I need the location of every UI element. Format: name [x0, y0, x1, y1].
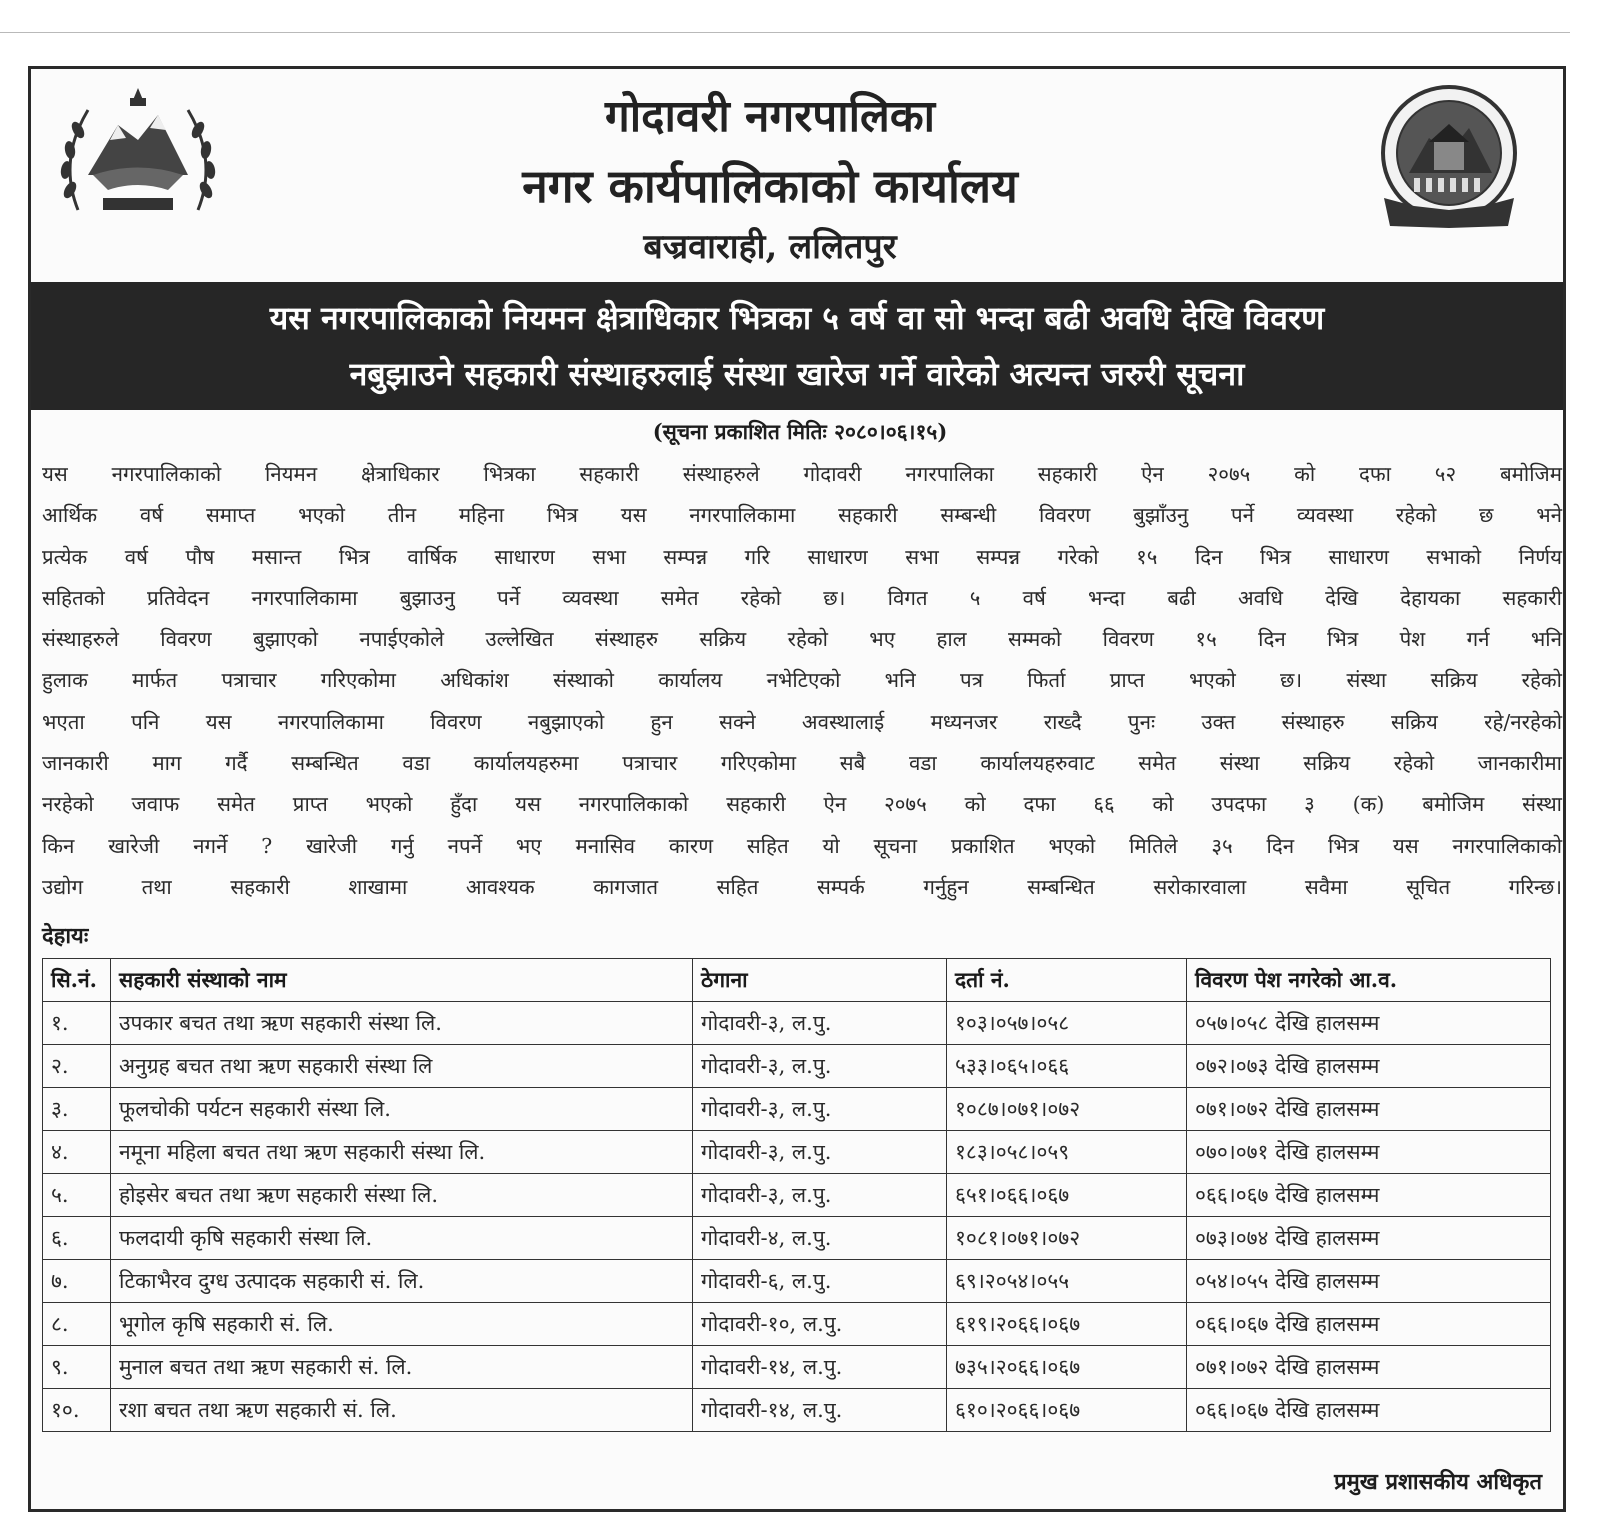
- cell-period: ०६६।०६७ देखि हालसम्म: [1187, 1303, 1551, 1346]
- top-rule: [0, 32, 1570, 33]
- cell-address: गोदावरी-१४, ल.पु.: [693, 1346, 947, 1389]
- cell-address: गोदावरी-१४, ल.पु.: [693, 1389, 947, 1432]
- cell-name: फूलचोकी पर्यटन सहकारी संस्था लि.: [111, 1088, 693, 1131]
- signatory-title: प्रमुख प्रशासकीय अधिकृत: [1334, 1469, 1542, 1495]
- municipality-name: गोदावरी नगरपालिका: [604, 91, 936, 142]
- cell-address: गोदावरी-३, ल.पु.: [693, 1045, 947, 1088]
- list-label: देहायः: [42, 923, 89, 949]
- cell-address: गोदावरी-६, ल.पु.: [693, 1260, 947, 1303]
- cell-serial: ६.: [43, 1217, 111, 1260]
- cell-name: रशा बचत तथा ऋण सहकारी सं. लि.: [111, 1389, 693, 1432]
- table-row: [43, 1002, 1551, 1045]
- cell-name: होइसेर बचत तथा ऋण सहकारी संस्था लि.: [111, 1174, 693, 1217]
- cell-period: ०७१।०७२ देखि हालसम्म: [1187, 1088, 1551, 1131]
- cell-period: ०७२।०७३ देखि हालसम्म: [1187, 1045, 1551, 1088]
- cell-registration: १०३।०५७।०५८: [947, 1002, 1187, 1045]
- nepal-emblem-icon: [48, 80, 228, 244]
- table-header-row: [43, 959, 1551, 1002]
- table-row: [43, 1045, 1551, 1088]
- notice-body: [42, 454, 1562, 908]
- cell-serial: ४.: [43, 1131, 111, 1174]
- notice-body-line: उद्योग तथा सहकारी शाखामा आवश्यक कागजात सहित सम्पर्क गर्नुहुन सम्बन्धित सरोकारवाला सवैमा सूचित गरिन्छ।: [42, 874, 1562, 899]
- cell-address: गोदावरी-३, ल.पु.: [693, 1131, 947, 1174]
- cell-period: ०६६।०६७ देखि हालसम्म: [1187, 1389, 1551, 1432]
- cell-address: गोदावरी-३, ल.पु.: [693, 1088, 947, 1131]
- notice-body-line: भएता पनि यस नगरपालिकामा विवरण नबुझाएको हुन सक्ने अवस्थालाई मध्यनजर राख्दै पुनः उक्त संस्थाहरु सक्रिय रहे/नरहेको: [42, 709, 1562, 734]
- cell-name: मुनाल बचत तथा ऋण सहकारी सं. लि.: [111, 1346, 693, 1389]
- cell-name: नमूना महिला बचत तथा ऋण सहकारी संस्था लि.: [111, 1131, 693, 1174]
- cell-registration: ६५१।०६६।०६७: [947, 1174, 1187, 1217]
- table-row: [43, 1131, 1551, 1174]
- col-header-period: विवरण पेश नगरेको आ.व.: [1187, 959, 1551, 1002]
- notice-body-line: हुलाक मार्फत पत्राचार गरिएकोमा अधिकांश संस्थाको कार्यालय नभेटिएको भनि पत्र फिर्ता प्राप्त भएको छ। संस्था सक्रिय रहेको: [42, 668, 1562, 693]
- cell-address: गोदावरी-४, ल.पु.: [693, 1217, 947, 1260]
- cell-registration: ५३३।०६५।०६६: [947, 1045, 1187, 1088]
- cell-serial: २.: [43, 1045, 111, 1088]
- cell-period: ०६६।०६७ देखि हालसम्म: [1187, 1174, 1551, 1217]
- cell-serial: ३.: [43, 1088, 111, 1131]
- cell-serial: ५.: [43, 1174, 111, 1217]
- published-date: (सूचना प्रकाशित मितिः २०८०।०६।१५): [652, 419, 948, 444]
- cell-address: गोदावरी-३, ल.पु.: [693, 1174, 947, 1217]
- notice-title-line-2: नबुझाउने सहकारी संस्थाहरुलाई संस्था खारेज गर्ने वारेको अत्यन्त जरुरी सूचना: [349, 355, 1245, 393]
- cell-serial: ७.: [43, 1260, 111, 1303]
- notice-body-line: सहितको प्रतिवेदन नगरपालिकामा बुझाउनु पर्ने व्यवस्था समेत रहेको छ। विगत ५ वर्ष भन्दा बढी अवधि देखि देहायका सहकारी: [42, 585, 1562, 610]
- cell-registration: १८३।०५८।०५९: [947, 1131, 1187, 1174]
- col-header-serial: सि.नं.: [43, 959, 111, 1002]
- notice-title-banner: [31, 282, 1563, 410]
- table-row: [43, 1088, 1551, 1131]
- cell-address: गोदावरी-१०, ल.पु.: [693, 1303, 947, 1346]
- notice-body-line: आर्थिक वर्ष समाप्त भएको तीन महिना भित्र यस नगरपालिकामा सहकारी सम्बन्धी विवरण बुझाँउनु पर्ने व्यवस्था रहेको छ भने: [42, 503, 1562, 528]
- cell-registration: ७३५।२०६६।०६७: [947, 1346, 1187, 1389]
- cell-name: उपकार बचत तथा ऋण सहकारी संस्था लि.: [111, 1002, 693, 1045]
- cell-registration: ६१९।२०६६।०६७: [947, 1303, 1187, 1346]
- cell-name: अनुग्रह बचत तथा ऋण सहकारी संस्था लि: [111, 1045, 693, 1088]
- cell-period: ०७१।०७२ देखि हालसम्म: [1187, 1346, 1551, 1389]
- cell-address: गोदावरी-३, ल.पु.: [693, 1002, 947, 1045]
- municipality-seal-icon: [1374, 78, 1524, 242]
- cell-registration: ६९।२०५४।०५५: [947, 1260, 1187, 1303]
- cell-name: भूगोल कृषि सहकारी सं. लि.: [111, 1303, 693, 1346]
- cell-period: ०७०।०७१ देखि हालसम्म: [1187, 1131, 1551, 1174]
- office-location: बज्रवाराही, ललितपुर: [643, 227, 897, 267]
- col-header-name: सहकारी संस्थाको नाम: [111, 959, 693, 1002]
- cell-registration: ६१०।२०६६।०६७: [947, 1389, 1187, 1432]
- office-name: नगर कार्यपालिकाको कार्यालय: [522, 159, 1018, 213]
- notice-body-line: यस नगरपालिकाको नियमन क्षेत्राधिकार भित्रका सहकारी संस्थाहरुले गोदावरी नगरपालिका सहकारी ऐन २०७५ को दफा ५२ बमोजिम: [42, 462, 1562, 486]
- cooperatives-table: [42, 958, 1551, 1432]
- cell-registration: १०८७।०७१।०७२: [947, 1088, 1187, 1131]
- cell-serial: १.: [43, 1002, 111, 1045]
- notice-body-line: किन खारेजी नगर्ने ? खारेजी गर्नु नपर्ने भए मनासिव कारण सहित यो सूचना प्रकाशित भएको मितिले ३५ दिन भित्र यस नगरपालिकाको: [42, 833, 1562, 858]
- cell-name: टिकाभैरव दुग्ध उत्पादक सहकारी सं. लि.: [111, 1260, 693, 1303]
- cell-period: ०५७।०५८ देखि हालसम्म: [1187, 1002, 1551, 1045]
- col-header-registration: दर्ता नं.: [947, 959, 1187, 1002]
- table-row: [43, 1346, 1551, 1389]
- col-header-address: ठेगाना: [693, 959, 947, 1002]
- notice-title-line-1: यस नगरपालिकाको नियमन क्षेत्राधिकार भित्रका ५ वर्ष वा सो भन्दा बढी अवधि देखि विवरण: [269, 299, 1325, 337]
- notice-body-line: नरहेको जवाफ समेत प्राप्त भएको हुँदा यस नगरपालिकाको सहकारी ऐन २०७५ को दफा ६६ को उपदफा ३ (क) बमोजिम संस्था: [42, 792, 1562, 817]
- cell-registration: १०८१।०७१।०७२: [947, 1217, 1187, 1260]
- table-row: [43, 1217, 1551, 1260]
- cell-name: फलदायी कृषि सहकारी संस्था लि.: [111, 1217, 693, 1260]
- table-row: [43, 1260, 1551, 1303]
- notice-body-line: जानकारी माग गर्दै सम्बन्धित वडा कार्यालयहरुमा पत्राचार गरिएकोमा सबै वडा कार्यालयहरुवाट समेत संस्था सक्रिय रहेको जानकारीमा: [42, 751, 1562, 776]
- table-row: [43, 1174, 1551, 1217]
- table-row: [43, 1389, 1551, 1432]
- cell-period: ०७३।०७४ देखि हालसम्म: [1187, 1217, 1551, 1260]
- notice-body-line: संस्थाहरुले विवरण बुझाएको नपाईएकोले उल्लेखित संस्थाहरु सक्रिय रहेको भए हाल सम्मको विवरण १५ दिन भित्र पेश गर्न भनि: [42, 627, 1562, 652]
- table-row: [43, 1303, 1551, 1346]
- cell-serial: १०.: [43, 1389, 111, 1432]
- cell-period: ०५४।०५५ देखि हालसम्म: [1187, 1260, 1551, 1303]
- cell-serial: ८.: [43, 1303, 111, 1346]
- notice-body-line: प्रत्येक वर्ष पौष मसान्त भित्र वार्षिक साधारण सभा सम्पन्न गरि साधारण सभा सम्पन्न गरेको १५ दिन भित्र साधारण सभाको निर्णय: [42, 544, 1562, 569]
- cell-serial: ९.: [43, 1346, 111, 1389]
